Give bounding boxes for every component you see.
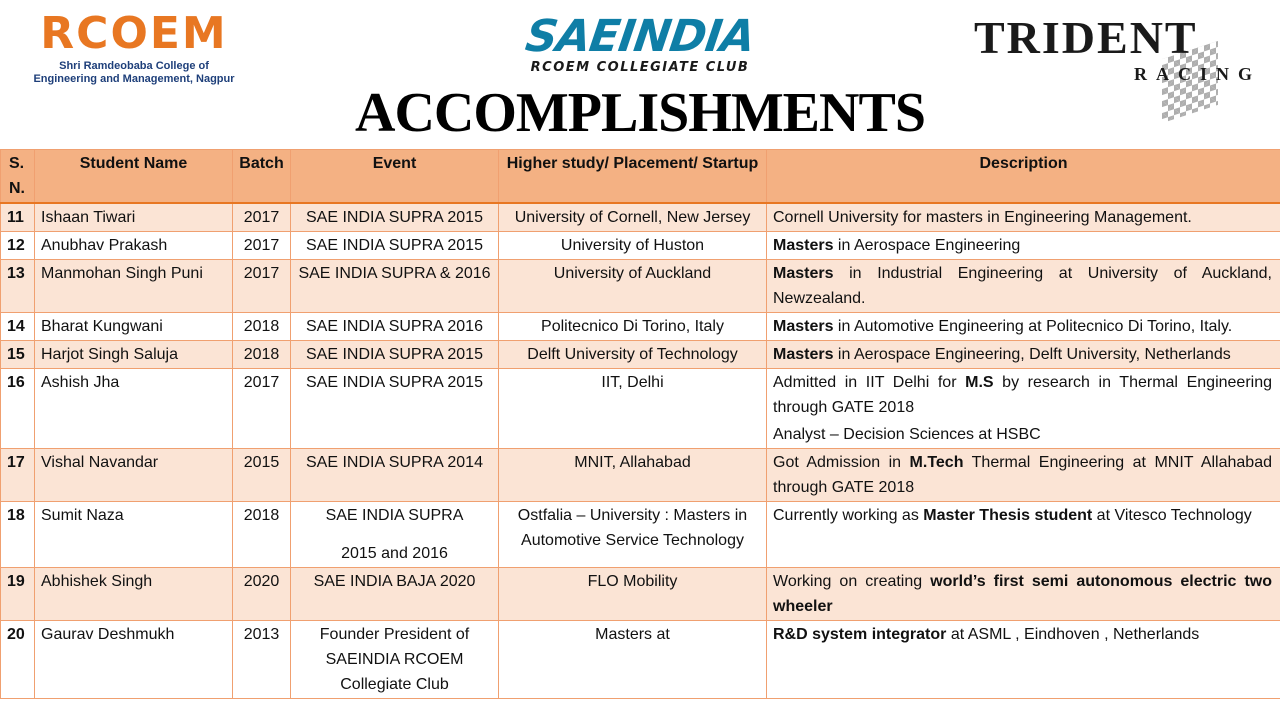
cell-description [767,502,1280,568]
cell-student-name: Anubhav Prakash [35,232,233,260]
saeindia-club-name: RCOEM COLLEGIATE CLUB [530,60,750,75]
cell-batch: 2018 [233,341,291,369]
cell-description [767,449,1280,502]
cell-student-name: Abhishek Singh [35,568,233,621]
cell-serial-number: 19 [1,568,35,621]
cell-event [291,369,499,449]
description-text: in Aerospace Engineering, Delft University, Netherlands [833,346,1231,363]
event-text: SAE INDIA SUPRA 2015 [306,237,483,254]
cell-event [291,502,499,568]
cell-batch: 2017 [233,203,291,232]
cell-serial-number: 18 [1,502,35,568]
trident-logo-text: TRIDENT [974,12,1198,63]
event-text: SAE INDIA BAJA 2020 [313,573,476,590]
description-bold-text: Masters [773,265,834,282]
cell-higher-study: FLO Mobility [499,568,767,621]
description-text: in Automotive Engineering at Politecnico Di Torino, Italy. [833,318,1233,335]
description-bold-text: Masters [773,318,834,335]
table-row [1,203,1280,232]
description-bold-text: Masters [773,237,834,254]
cell-serial-number: 14 [1,313,35,341]
rcoem-college-name-line2: Engineering and Management, Nagpur [33,73,235,85]
column-header-event: Event [291,150,499,204]
cell-serial-number: 20 [1,621,35,699]
event-text: SAE INDIA SUPRA 2014 [306,454,483,471]
cell-serial-number: 15 [1,341,35,369]
description-text: Thermal Engineering at MNIT Allahabad through GATE 2018 [773,454,1273,496]
cell-higher-study: Ostfalia – University : Masters in Automotive Service Technology [499,502,767,568]
description-text: Got Admission in [773,454,910,471]
description-text: Admitted in IIT Delhi for [773,374,966,391]
cell-description [767,203,1280,232]
cell-higher-study: University of Cornell, New Jersey [499,203,767,232]
cell-higher-study: Delft University of Technology [499,341,767,369]
table-header-row [1,150,1280,204]
description-bold-text: M.Tech [909,454,964,471]
event-text: Founder President of SAEINDIA RCOEM Collegiate Club [319,626,470,693]
description-text: Cornell University for masters in Engineering Management. [773,209,1192,226]
cell-event [291,341,499,369]
cell-serial-number: 12 [1,232,35,260]
description-text: in Industrial Engineering at University of Auckland, Newzealand. [773,265,1272,307]
cell-batch: 2018 [233,502,291,568]
column-header-higher-study: Higher study/ Placement/ Startup [499,150,767,204]
table-row [1,502,1280,568]
cell-description [767,232,1280,260]
description-bold-text: R&D system integrator [773,626,947,643]
table-row [1,449,1280,502]
cell-student-name: Sumit Naza [35,502,233,568]
description-text: at ASML , Eindhoven , Netherlands [946,626,1200,643]
rcoem-logo-text: RCOEM [40,8,228,59]
cell-student-name: Manmohan Singh Puni [35,260,233,313]
cell-higher-study: MNIT, Allahabad [499,449,767,502]
cell-student-name: Harjot Singh Saluja [35,341,233,369]
description-text: at Vitesco Technology [1092,507,1252,524]
cell-event [291,568,499,621]
cell-event [291,449,499,502]
cell-description [767,341,1280,369]
table-row [1,232,1280,260]
saeindia-logo-text: SAEINDIA [522,11,758,62]
cell-student-name: Ashish Jha [35,369,233,449]
cell-batch: 2020 [233,568,291,621]
cell-serial-number: 17 [1,449,35,502]
cell-serial-number: 16 [1,369,35,449]
cell-description [767,369,1280,449]
cell-higher-study: University of Huston [499,232,767,260]
rcoem-college-name-line1: Shri Ramdeobaba College of [59,60,209,72]
page-title: ACCOMPLISHMENTS [355,82,925,144]
table-row [1,341,1280,369]
accomplishments-table [0,149,1280,699]
description-text: in Aerospace Engineering [833,237,1021,254]
rcoem-logo [20,10,248,88]
column-header-serial: S. N. [1,150,35,204]
cell-batch: 2013 [233,621,291,699]
cell-event [291,232,499,260]
table-row [1,369,1280,449]
event-text: SAE INDIA SUPRA & 2016 [298,265,491,282]
description-text: by research in Thermal Engineering through GATE 2018 [773,374,1272,416]
saeindia-logo [512,11,768,78]
table-row [1,313,1280,341]
cell-batch: 2017 [233,369,291,449]
description-bold-text: Masters [773,346,834,363]
cell-event [291,260,499,313]
cell-description [767,568,1280,621]
description-text: Currently working as [773,507,924,524]
table-body [1,203,1280,699]
cell-higher-study: Masters at [499,621,767,699]
event-text: SAE INDIA SUPRA [325,507,464,524]
cell-event [291,203,499,232]
cell-higher-study: IIT, Delhi [499,369,767,449]
cell-event [291,621,499,699]
cell-description [767,621,1280,699]
description-bold-text: Master Thesis student [923,507,1093,524]
column-header-batch: Batch [233,150,291,204]
cell-student-name: Ishaan Tiwari [35,203,233,232]
cell-higher-study: University of Auckland [499,260,767,313]
cell-student-name: Vishal Navandar [35,449,233,502]
table-row [1,260,1280,313]
accomplishments-table-wrapper [0,149,1280,699]
table-row [1,621,1280,699]
cell-batch: 2017 [233,260,291,313]
cell-student-name: Bharat Kungwani [35,313,233,341]
event-text: SAE INDIA SUPRA 2015 [306,374,483,391]
cell-student-name: Gaurav Deshmukh [35,621,233,699]
event-text: SAE INDIA SUPRA 2016 [306,318,483,335]
column-header-description: Description [767,150,1280,204]
racing-logo-text: RACING [1134,64,1262,84]
description-bold-text: M.S [965,374,994,391]
cell-batch: 2017 [233,232,291,260]
description-bold-text: world’s first semi autonomous electric two wheeler [773,573,1272,615]
cell-serial-number: 13 [1,260,35,313]
description-text-line2: Analyst – Decision Sciences at HSBC [773,426,1041,443]
cell-description [767,313,1280,341]
cell-batch: 2018 [233,313,291,341]
cell-batch: 2015 [233,449,291,502]
table-row [1,568,1280,621]
description-text: Working on creating [773,573,931,590]
cell-higher-study: Politecnico Di Torino, Italy [499,313,767,341]
event-text: SAE INDIA SUPRA 2015 [306,346,483,363]
column-header-student-name: Student Name [35,150,233,204]
event-text: SAE INDIA SUPRA 2015 [306,209,483,226]
cell-serial-number: 11 [1,203,35,232]
cell-event [291,313,499,341]
event-text-line2: 2015 and 2016 [341,545,448,562]
cell-description [767,260,1280,313]
